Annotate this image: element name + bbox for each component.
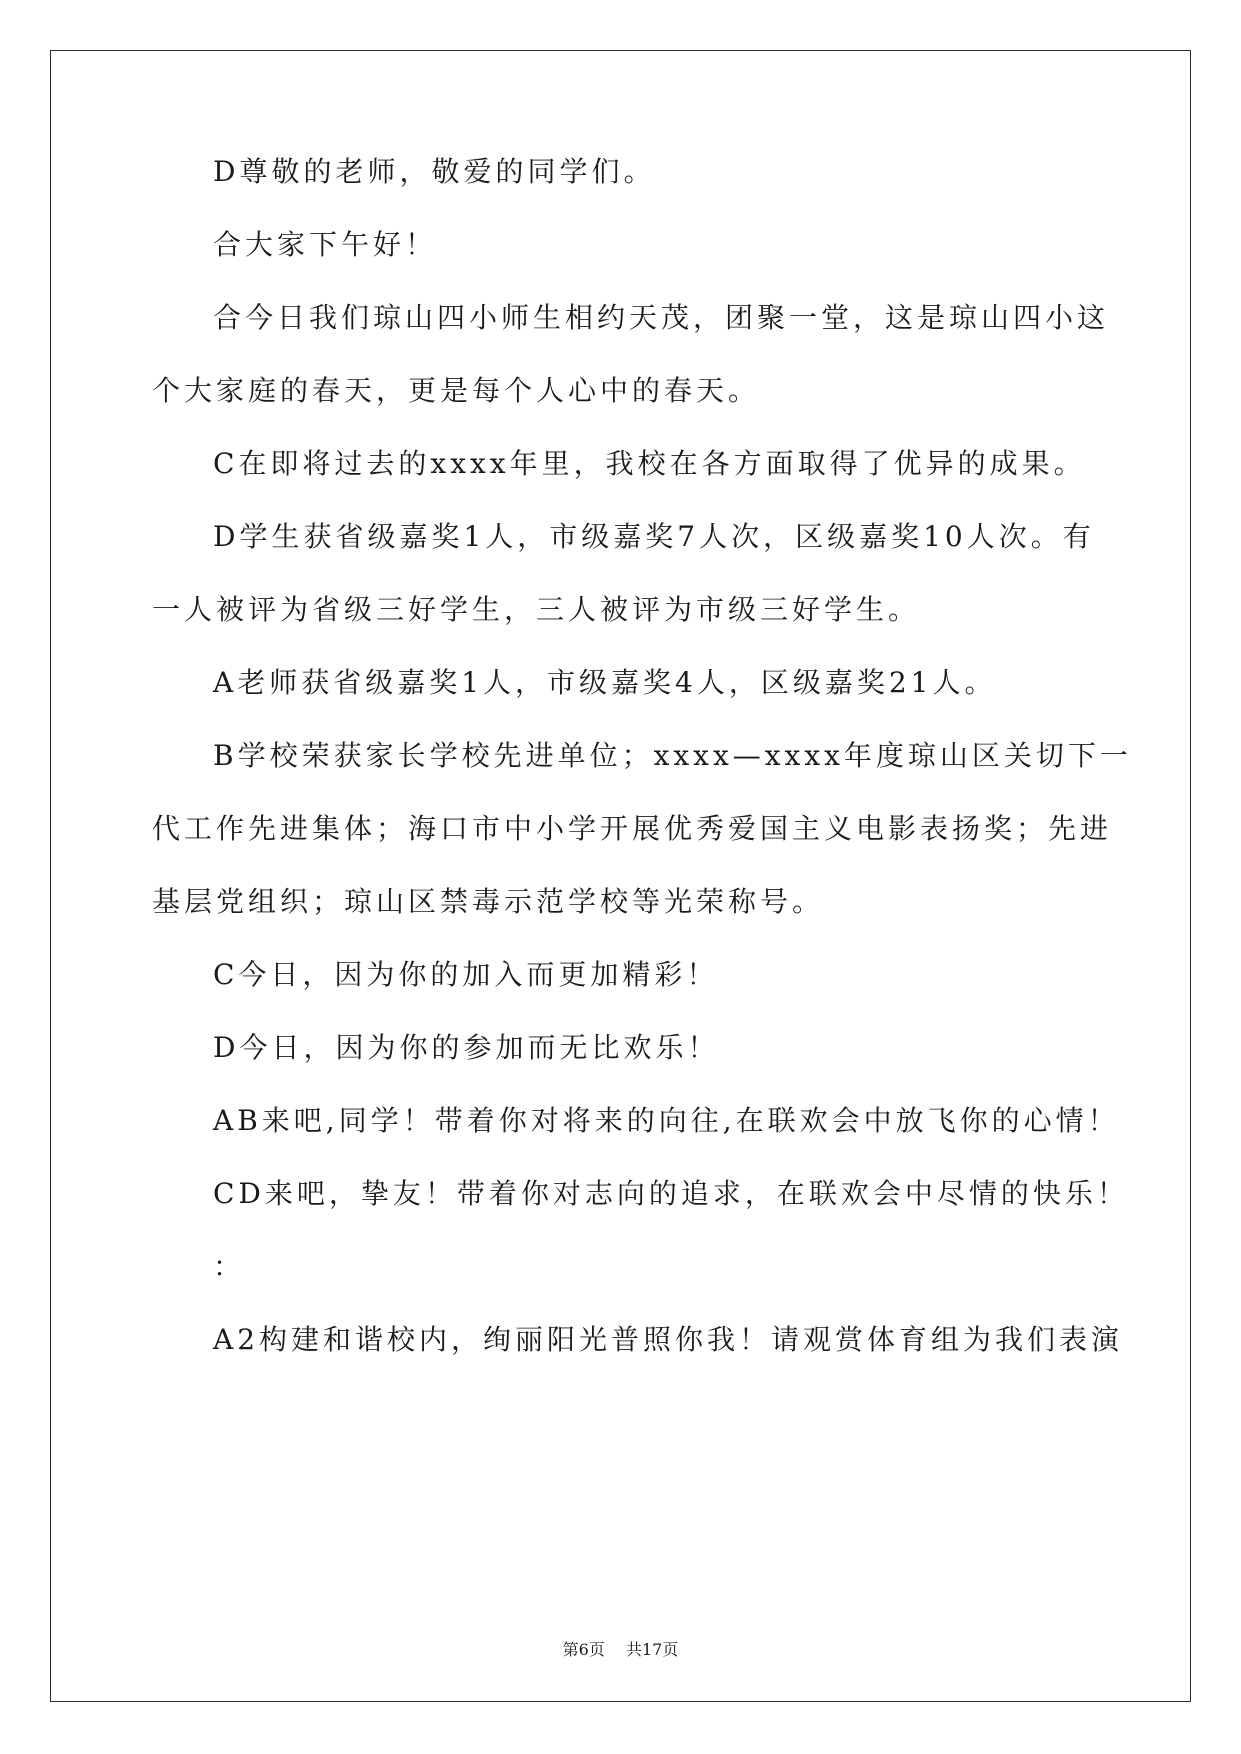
page-total: 共17页 (625, 1640, 679, 1659)
text-line: 个大家庭的春天，更是每个人心中的春天。 (152, 374, 761, 407)
page-footer (0, 1637, 1241, 1660)
text-line: A老师获省级嘉奖1人，市级嘉奖4人，区级嘉奖21人。 (213, 666, 997, 699)
text-line: B学校荣获家长学校先进单位；xxxx—xxxx年度琼山区关切下一 (213, 739, 1132, 772)
text-line: D今日，因为你的参加而无比欢乐！ (213, 1031, 720, 1064)
text-line: 合今日我们琼山四小师生相约天茂，团聚一堂，这是琼山四小这 (213, 301, 1110, 334)
page-number: 第6页 (562, 1640, 605, 1659)
text-line: ： (213, 1250, 246, 1283)
text-line: 代工作先进集体；海口市中小学开展优秀爱国主义电影表扬奖；先进 (152, 812, 1113, 845)
text-line: C在即将过去的xxxx年里，我校在各方面取得了优异的成果。 (213, 447, 1086, 480)
text-line: 基层党组织；琼山区禁毒示范学校等光荣称号。 (152, 885, 825, 918)
text-line: D学生获省级嘉奖1人，市级嘉奖7人次，区级嘉奖10人次。有 (213, 520, 1095, 553)
text-line: C今日，因为你的加入而更加精彩！ (213, 958, 719, 991)
text-line: D尊敬的老师，敬爱的同学们。 (213, 155, 656, 188)
text-line: AB来吧,同学！带着你对将来的向往,在联欢会中放飞你的心情！ (213, 1104, 1120, 1137)
text-line: CD来吧，挚友！带着你对志向的追求，在联欢会中尽情的快乐！ (213, 1177, 1129, 1210)
text-line: 合大家下午好！ (213, 228, 438, 261)
text-line: A2构建和谐校内，绚丽阳光普照你我！请观赏体育组为我们表演 (213, 1323, 1124, 1356)
page-border (50, 50, 1191, 1702)
text-line: 一人被评为省级三好学生，三人被评为市级三好学生。 (152, 593, 921, 626)
